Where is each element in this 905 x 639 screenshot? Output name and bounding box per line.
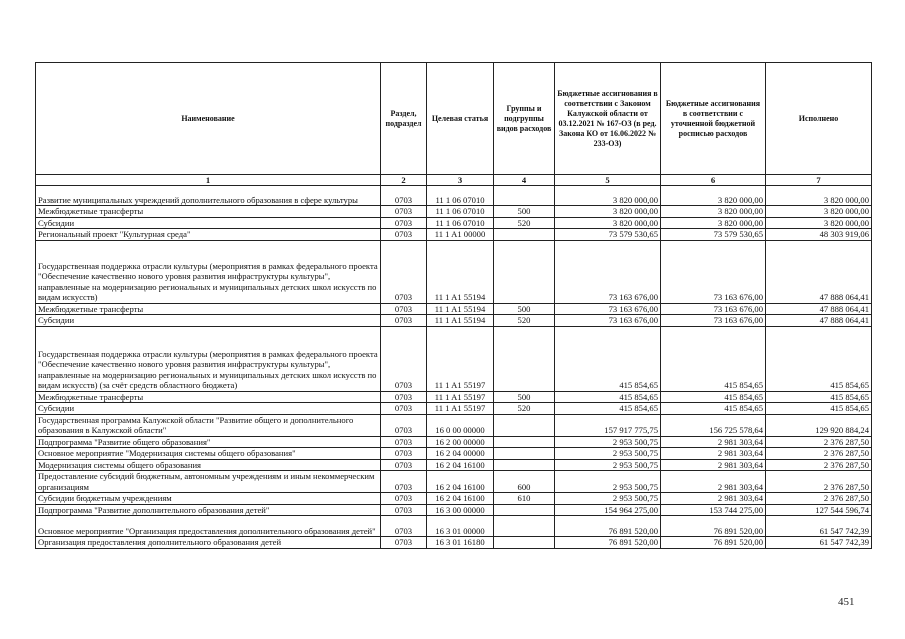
cell-name: Межбюджетные трансферты bbox=[36, 206, 381, 218]
header-row bbox=[36, 63, 872, 175]
cell-group bbox=[494, 459, 555, 471]
cell-section: 0703 bbox=[381, 303, 427, 315]
table-row bbox=[36, 303, 872, 315]
header-group: Группы и подгруппы видов расходов bbox=[494, 63, 555, 175]
cell-group bbox=[494, 504, 555, 516]
cell-law: 76 891 520,00 bbox=[555, 516, 661, 537]
cell-section: 0703 bbox=[381, 493, 427, 505]
colnum: 1 bbox=[36, 175, 381, 186]
budget-table bbox=[35, 62, 872, 549]
cell-executed: 47 888 064,41 bbox=[766, 303, 872, 315]
table-row bbox=[36, 436, 872, 448]
table-row bbox=[36, 493, 872, 505]
cell-section: 0703 bbox=[381, 436, 427, 448]
cell-name: Основное мероприятие "Организация предоставления дополнительного образования детей" bbox=[36, 516, 381, 537]
cell-section: 0703 bbox=[381, 217, 427, 229]
cell-refined: 2 981 303,64 bbox=[661, 471, 766, 493]
colnum: 4 bbox=[494, 175, 555, 186]
table-row bbox=[36, 326, 872, 391]
cell-refined: 2 981 303,64 bbox=[661, 459, 766, 471]
colnum: 3 bbox=[427, 175, 494, 186]
header-section: Раздел, подраздел bbox=[381, 63, 427, 175]
cell-law: 415 854,65 bbox=[555, 403, 661, 415]
cell-section: 0703 bbox=[381, 326, 427, 391]
cell-executed: 2 376 287,50 bbox=[766, 448, 872, 460]
cell-article: 11 1 A1 55194 bbox=[427, 303, 494, 315]
cell-article: 16 2 00 00000 bbox=[427, 436, 494, 448]
table-row bbox=[36, 504, 872, 516]
table-row bbox=[36, 315, 872, 327]
cell-executed: 127 544 596,74 bbox=[766, 504, 872, 516]
colnum: 6 bbox=[661, 175, 766, 186]
column-number-row bbox=[36, 175, 872, 186]
cell-section: 0703 bbox=[381, 229, 427, 241]
header-refined: Бюджетные ассигнования в соответствии с уточненной бюджетной росписью расходов bbox=[661, 63, 766, 175]
table-row bbox=[36, 229, 872, 241]
cell-name: Межбюджетные трансферты bbox=[36, 391, 381, 403]
cell-law: 154 964 275,00 bbox=[555, 504, 661, 516]
cell-article: 11 1 06 07010 bbox=[427, 217, 494, 229]
colnum: 7 bbox=[766, 175, 872, 186]
cell-article: 16 2 04 16100 bbox=[427, 493, 494, 505]
cell-article: 11 1 A1 55197 bbox=[427, 391, 494, 403]
cell-group: 520 bbox=[494, 315, 555, 327]
cell-section: 0703 bbox=[381, 186, 427, 206]
header-article: Целевая статья bbox=[427, 63, 494, 175]
cell-refined: 156 725 578,64 bbox=[661, 414, 766, 436]
cell-name: Субсидии bbox=[36, 315, 381, 327]
cell-section: 0703 bbox=[381, 459, 427, 471]
cell-executed: 415 854,65 bbox=[766, 403, 872, 415]
document-page bbox=[35, 62, 871, 549]
cell-group: 610 bbox=[494, 493, 555, 505]
cell-executed: 2 376 287,50 bbox=[766, 459, 872, 471]
cell-law: 2 953 500,75 bbox=[555, 459, 661, 471]
cell-name: Развитие муниципальных учреждений дополнительного образования в сфере культуры bbox=[36, 186, 381, 206]
cell-group bbox=[494, 240, 555, 303]
cell-refined: 3 820 000,00 bbox=[661, 217, 766, 229]
cell-executed: 61 547 742,39 bbox=[766, 537, 872, 549]
cell-executed: 48 303 919,06 bbox=[766, 229, 872, 241]
cell-refined: 3 820 000,00 bbox=[661, 206, 766, 218]
header-law: Бюджетные ассигнования в соответствии с Законом Калужской области от 03.12.2021 № 167-ОЗ (в ред. Закона КО от 16.06.2022 № 233-ОЗ) bbox=[555, 63, 661, 175]
cell-section: 0703 bbox=[381, 315, 427, 327]
cell-name: Субсидии bbox=[36, 403, 381, 415]
cell-refined: 73 579 530,65 bbox=[661, 229, 766, 241]
cell-law: 2 953 500,75 bbox=[555, 436, 661, 448]
cell-law: 157 917 775,75 bbox=[555, 414, 661, 436]
cell-group bbox=[494, 186, 555, 206]
cell-executed: 47 888 064,41 bbox=[766, 240, 872, 303]
cell-law: 73 579 530,65 bbox=[555, 229, 661, 241]
cell-name: Субсидии бюджетным учреждениям bbox=[36, 493, 381, 505]
cell-group: 500 bbox=[494, 206, 555, 218]
cell-refined: 73 163 676,00 bbox=[661, 315, 766, 327]
colnum: 5 bbox=[555, 175, 661, 186]
cell-refined: 415 854,65 bbox=[661, 391, 766, 403]
cell-law: 3 820 000,00 bbox=[555, 217, 661, 229]
cell-group: 500 bbox=[494, 303, 555, 315]
cell-article: 16 2 04 16100 bbox=[427, 471, 494, 493]
cell-executed: 2 376 287,50 bbox=[766, 471, 872, 493]
cell-section: 0703 bbox=[381, 391, 427, 403]
table-row bbox=[36, 471, 872, 493]
cell-article: 11 1 A1 55194 bbox=[427, 240, 494, 303]
cell-refined: 415 854,65 bbox=[661, 326, 766, 391]
cell-refined: 153 744 275,00 bbox=[661, 504, 766, 516]
cell-name: Основное мероприятие "Модернизация системы общего образования" bbox=[36, 448, 381, 460]
cell-section: 0703 bbox=[381, 206, 427, 218]
cell-article: 16 3 01 00000 bbox=[427, 516, 494, 537]
cell-article: 11 1 06 07010 bbox=[427, 186, 494, 206]
cell-name: Государственная поддержка отрасли культуры (мероприятия в рамках федерального проекта "Обеспечение качественно нового уровня развития инфраструктуры культуры", направленные на модернизацию региональных и муниципальных детских школ искусств по видам искусств) bbox=[36, 240, 381, 303]
table-row bbox=[36, 403, 872, 415]
table-row bbox=[36, 448, 872, 460]
cell-section: 0703 bbox=[381, 471, 427, 493]
cell-refined: 2 981 303,64 bbox=[661, 436, 766, 448]
cell-group bbox=[494, 516, 555, 537]
cell-group: 520 bbox=[494, 403, 555, 415]
cell-article: 16 2 04 00000 bbox=[427, 448, 494, 460]
table-body bbox=[36, 186, 872, 549]
cell-article: 11 1 A1 55197 bbox=[427, 326, 494, 391]
cell-law: 2 953 500,75 bbox=[555, 493, 661, 505]
cell-refined: 3 820 000,00 bbox=[661, 186, 766, 206]
cell-section: 0703 bbox=[381, 516, 427, 537]
cell-law: 3 820 000,00 bbox=[555, 206, 661, 218]
cell-law: 73 163 676,00 bbox=[555, 303, 661, 315]
table-row bbox=[36, 206, 872, 218]
cell-name: Организация предоставления дополнительного образования детей bbox=[36, 537, 381, 549]
cell-refined: 76 891 520,00 bbox=[661, 516, 766, 537]
cell-executed: 415 854,65 bbox=[766, 326, 872, 391]
cell-refined: 415 854,65 bbox=[661, 403, 766, 415]
cell-executed: 415 854,65 bbox=[766, 391, 872, 403]
cell-refined: 76 891 520,00 bbox=[661, 537, 766, 549]
header-name: Наименование bbox=[36, 63, 381, 175]
cell-article: 16 3 01 16180 bbox=[427, 537, 494, 549]
cell-law: 415 854,65 bbox=[555, 391, 661, 403]
cell-name: Предоставление субсидий бюджетным, автономным учреждениям и иным некоммерческим организациям bbox=[36, 471, 381, 493]
cell-section: 0703 bbox=[381, 240, 427, 303]
cell-executed: 129 920 884,24 bbox=[766, 414, 872, 436]
cell-law: 3 820 000,00 bbox=[555, 186, 661, 206]
cell-article: 16 3 00 00000 bbox=[427, 504, 494, 516]
page-number: 451 bbox=[838, 596, 855, 608]
cell-executed: 3 820 000,00 bbox=[766, 217, 872, 229]
cell-law: 2 953 500,75 bbox=[555, 471, 661, 493]
cell-name: Государственная программа Калужской области "Развитие общего и дополнительного образования в Калужской области" bbox=[36, 414, 381, 436]
cell-section: 0703 bbox=[381, 403, 427, 415]
cell-executed: 2 376 287,50 bbox=[766, 493, 872, 505]
cell-group bbox=[494, 229, 555, 241]
cell-section: 0703 bbox=[381, 504, 427, 516]
table-row bbox=[36, 391, 872, 403]
header-executed: Исполнено bbox=[766, 63, 872, 175]
cell-refined: 73 163 676,00 bbox=[661, 240, 766, 303]
cell-group bbox=[494, 326, 555, 391]
colnum: 2 bbox=[381, 175, 427, 186]
cell-executed: 61 547 742,39 bbox=[766, 516, 872, 537]
cell-group bbox=[494, 448, 555, 460]
cell-group bbox=[494, 414, 555, 436]
cell-article: 11 1 A1 00000 bbox=[427, 229, 494, 241]
cell-law: 415 854,65 bbox=[555, 326, 661, 391]
cell-name: Государственная поддержка отрасли культуры (мероприятия в рамках федерального проекта "Обеспечение качественно нового уровня развития инфраструктуры культуры", направленные на модернизацию региональных и муниципальных детских школ искусств по видам искусств) (за счёт средств областного бюджета) bbox=[36, 326, 381, 391]
cell-section: 0703 bbox=[381, 537, 427, 549]
cell-group: 500 bbox=[494, 391, 555, 403]
cell-law: 2 953 500,75 bbox=[555, 448, 661, 460]
cell-article: 16 2 04 16100 bbox=[427, 459, 494, 471]
cell-name: Подпрограмма "Развитие общего образования" bbox=[36, 436, 381, 448]
cell-law: 76 891 520,00 bbox=[555, 537, 661, 549]
cell-group bbox=[494, 436, 555, 448]
cell-executed: 3 820 000,00 bbox=[766, 186, 872, 206]
cell-name: Межбюджетные трансферты bbox=[36, 303, 381, 315]
cell-article: 11 1 A1 55194 bbox=[427, 315, 494, 327]
table-row bbox=[36, 459, 872, 471]
cell-section: 0703 bbox=[381, 414, 427, 436]
cell-name: Региональный проект "Культурная среда" bbox=[36, 229, 381, 241]
cell-name: Субсидии bbox=[36, 217, 381, 229]
table-row bbox=[36, 516, 872, 537]
table-row bbox=[36, 186, 872, 206]
cell-executed: 2 376 287,50 bbox=[766, 436, 872, 448]
cell-article: 11 1 06 07010 bbox=[427, 206, 494, 218]
cell-article: 11 1 A1 55197 bbox=[427, 403, 494, 415]
cell-section: 0703 bbox=[381, 448, 427, 460]
cell-law: 73 163 676,00 bbox=[555, 240, 661, 303]
table-row bbox=[36, 240, 872, 303]
cell-refined: 2 981 303,64 bbox=[661, 493, 766, 505]
cell-name: Модернизация системы общего образования bbox=[36, 459, 381, 471]
table-row bbox=[36, 537, 872, 549]
cell-law: 73 163 676,00 bbox=[555, 315, 661, 327]
cell-executed: 3 820 000,00 bbox=[766, 206, 872, 218]
table-row bbox=[36, 414, 872, 436]
cell-executed: 47 888 064,41 bbox=[766, 315, 872, 327]
cell-refined: 2 981 303,64 bbox=[661, 448, 766, 460]
cell-refined: 73 163 676,00 bbox=[661, 303, 766, 315]
cell-group: 600 bbox=[494, 471, 555, 493]
cell-article: 16 0 00 00000 bbox=[427, 414, 494, 436]
table-row bbox=[36, 217, 872, 229]
cell-group bbox=[494, 537, 555, 549]
cell-name: Подпрограмма "Развитие дополнительного образования детей" bbox=[36, 504, 381, 516]
cell-group: 520 bbox=[494, 217, 555, 229]
